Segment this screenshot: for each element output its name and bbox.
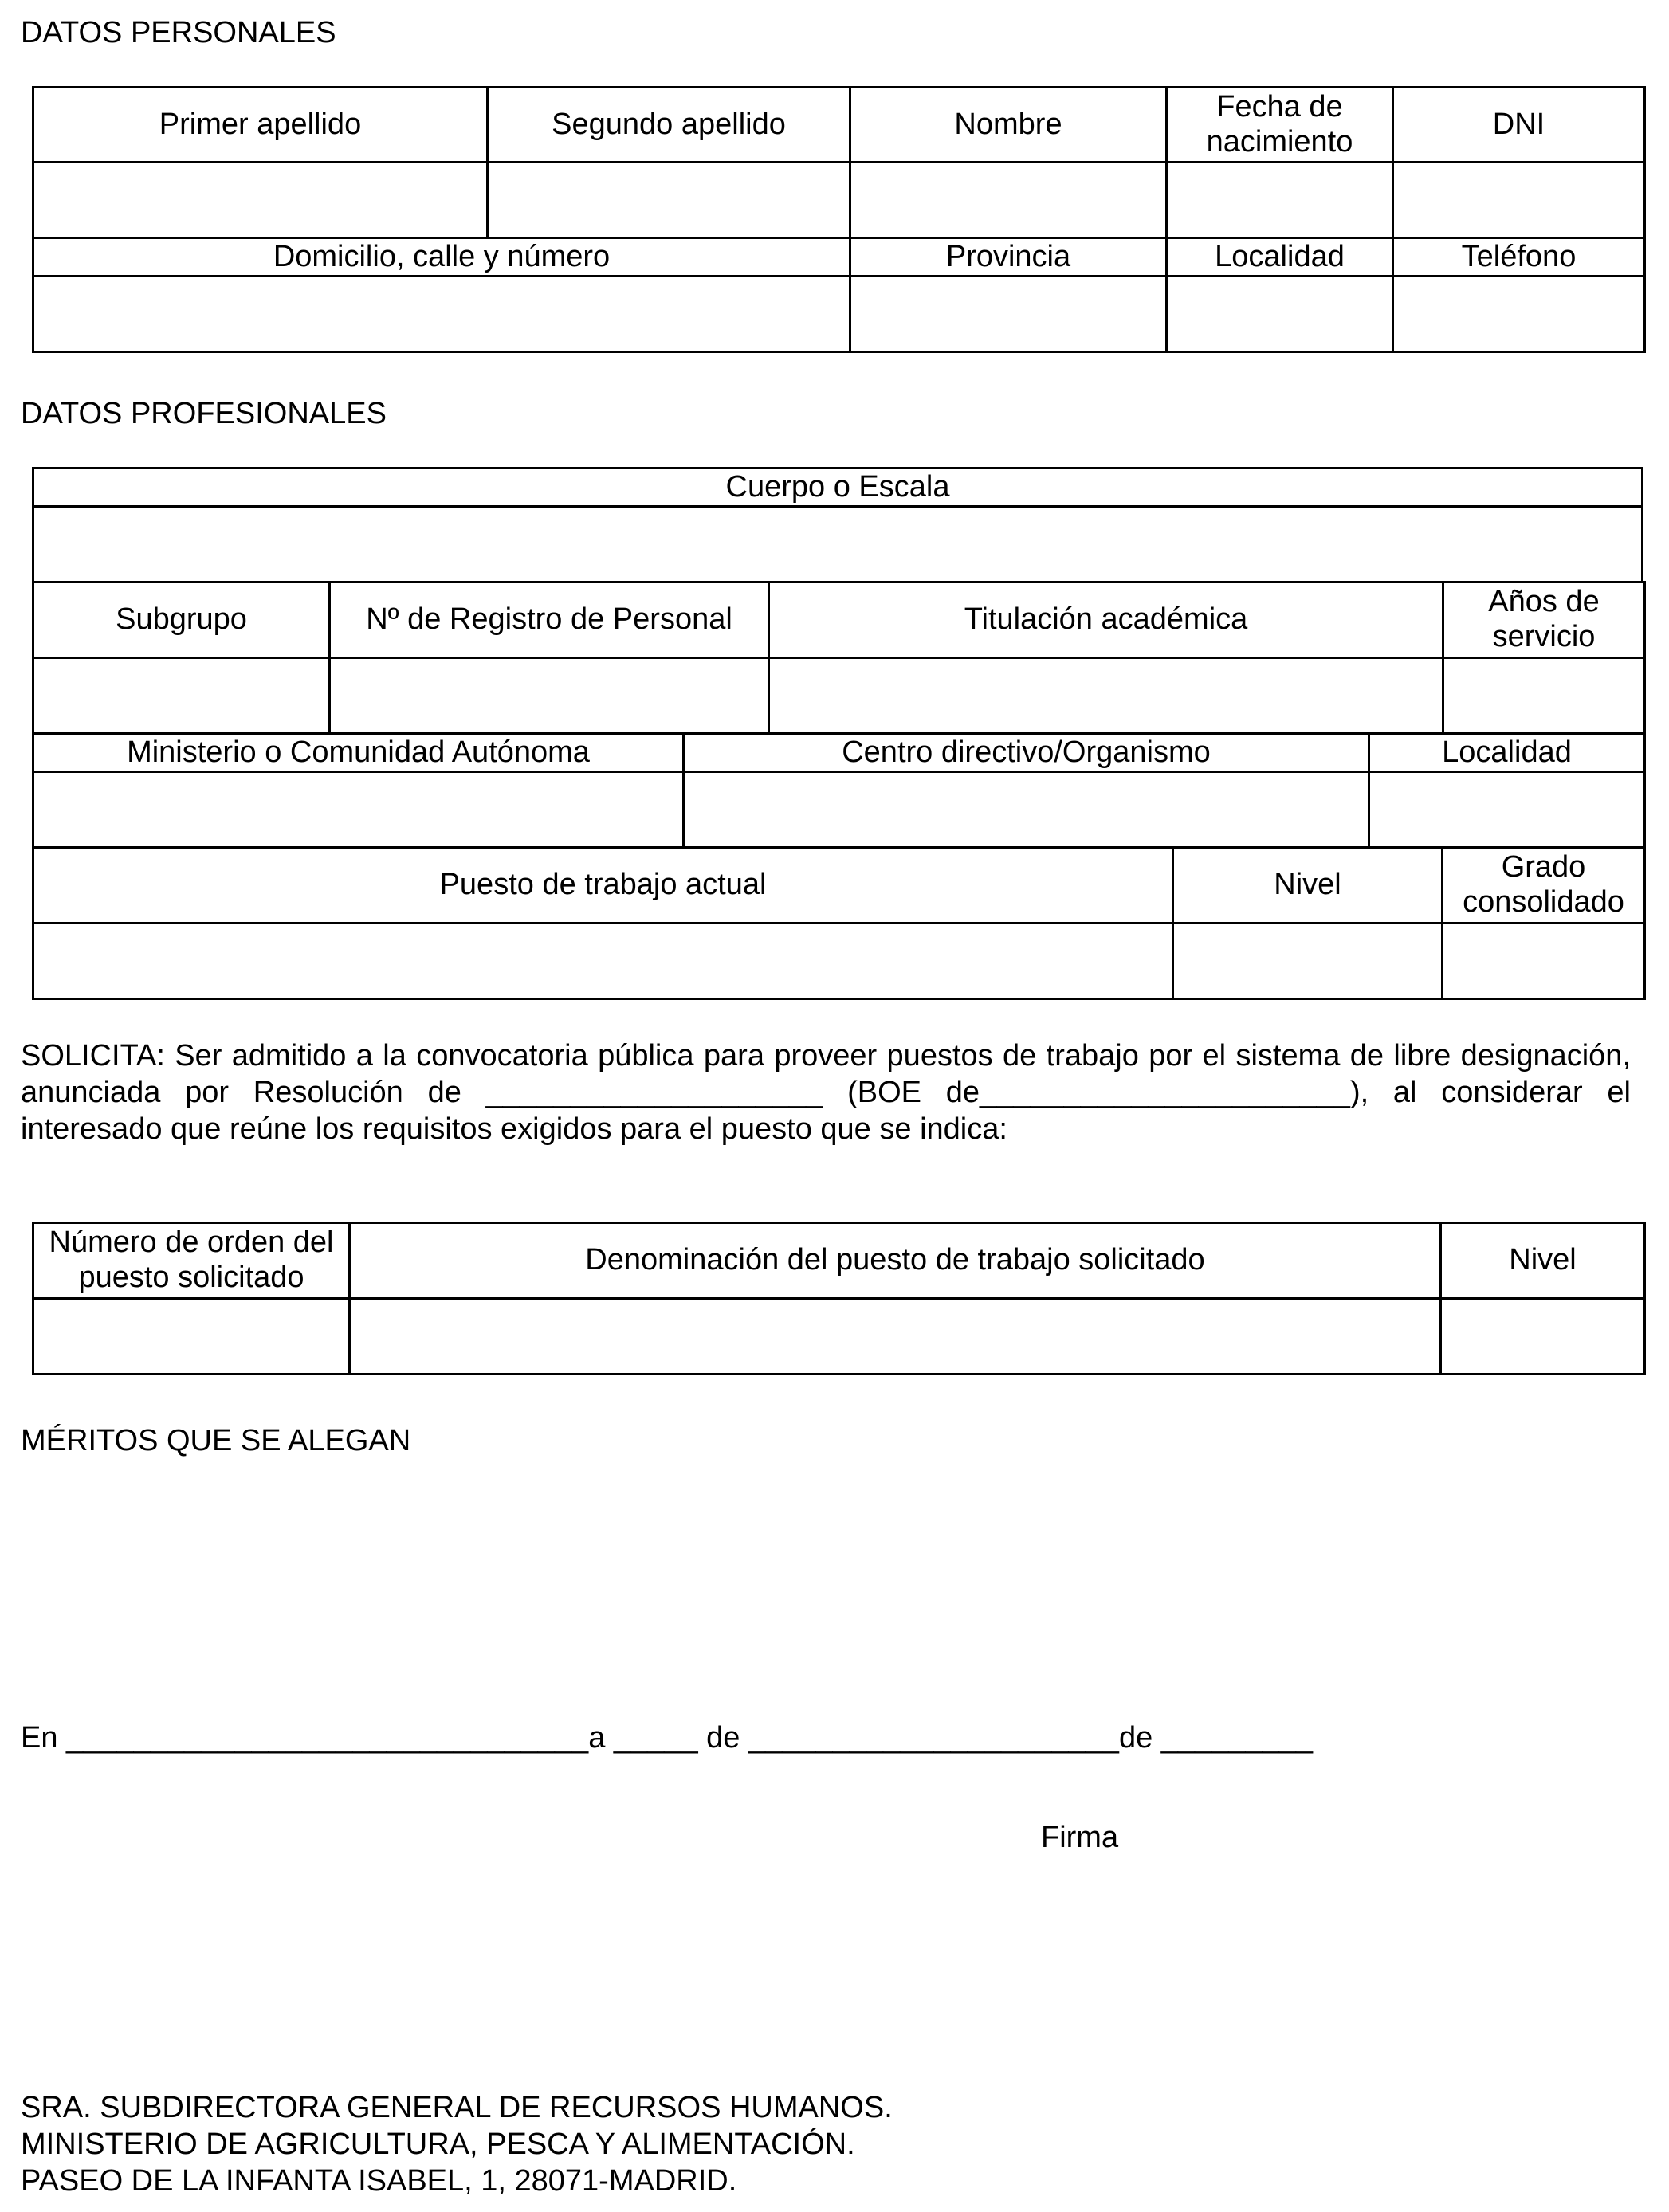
header-denominacion: Denominación del puesto de trabajo solicitado (350, 1223, 1441, 1299)
field-numero-orden[interactable] (33, 1299, 350, 1375)
field-dni[interactable] (1393, 163, 1645, 238)
field-anos-servicio[interactable] (1443, 658, 1645, 734)
field-provincia[interactable] (850, 276, 1167, 352)
header-localidad: Localidad (1167, 238, 1393, 276)
section-heading-personal: DATOS PERSONALES (21, 16, 336, 49)
lugar-blank[interactable]: _______________________________ (66, 1721, 589, 1755)
header-nivel-solicitado: Nivel (1441, 1223, 1645, 1299)
field-domicilio[interactable] (33, 276, 850, 352)
header-centro-directivo: Centro directivo/Organismo (684, 734, 1369, 772)
section-heading-meritos: MÉRITOS QUE SE ALEGAN (21, 1424, 411, 1457)
profesional-puesto-table (32, 846, 1646, 1000)
header-registro-personal: Nº de Registro de Personal (330, 582, 769, 658)
boe-blank[interactable]: ______________________ (980, 1076, 1350, 1109)
field-nivel-solicitado[interactable] (1441, 1299, 1645, 1375)
header-provincia: Provincia (850, 238, 1167, 276)
field-nivel-actual[interactable] (1173, 924, 1443, 999)
header-segundo-apellido: Segundo apellido (488, 88, 850, 163)
field-nombre[interactable] (850, 163, 1167, 238)
solicita-text-2: (BOE de (847, 1076, 980, 1109)
section-heading-profesional: DATOS PROFESIONALES (21, 397, 387, 430)
fecha-de-2: de (1118, 1721, 1153, 1755)
header-nombre: Nombre (850, 88, 1167, 163)
ano-blank[interactable]: _________ (1160, 1721, 1313, 1755)
fecha-a: a (588, 1721, 606, 1755)
field-localidad[interactable] (1167, 276, 1393, 352)
puesto-solicitado-table (32, 1222, 1646, 1375)
header-ministerio: Ministerio o Comunidad Autónoma (33, 734, 684, 772)
field-centro-directivo[interactable] (684, 772, 1369, 848)
header-domicilio: Domicilio, calle y número (33, 238, 850, 276)
resolucion-blank[interactable]: ____________________ (485, 1076, 823, 1109)
mes-blank[interactable]: ______________________ (748, 1721, 1119, 1755)
fecha-de-1: de (706, 1721, 740, 1755)
field-titulacion[interactable] (769, 658, 1443, 734)
address-line-3: PASEO DE LA INFANTA ISABEL, 1, 28071-MADRID. (21, 2164, 737, 2198)
field-telefono[interactable] (1393, 276, 1645, 352)
header-numero-orden: Número de orden del puesto solicitado (33, 1223, 350, 1299)
address-block (21, 2089, 893, 2199)
field-cuerpo-escala[interactable] (33, 507, 1643, 582)
solicita-text-1: SOLICITA: Ser admitido a la convocatoria pública para proveer puestos de trabajo por el sistema de libre designación, anunciada por Resolución de (21, 1039, 1631, 1109)
field-grado-consolidado[interactable] (1443, 924, 1645, 999)
field-denominacion[interactable] (350, 1299, 1441, 1375)
field-segundo-apellido[interactable] (488, 163, 850, 238)
field-localidad-destino[interactable] (1369, 772, 1645, 848)
fecha-en: En (21, 1721, 58, 1755)
solicita-paragraph (21, 1037, 1631, 1147)
field-ministerio[interactable] (33, 772, 684, 848)
address-line-2: MINISTERIO DE AGRICULTURA, PESCA Y ALIMENTACIÓN. (21, 2128, 855, 2161)
firma-label: Firma (1041, 1821, 1119, 1854)
solicita-text-3: ), al considerar el interesado que reúne los requisitos exigidos para el puesto que se indica: (21, 1076, 1632, 1146)
field-puesto-actual[interactable] (33, 924, 1173, 999)
header-fecha-nacimiento: Fecha de nacimiento (1167, 88, 1393, 163)
profesional-subgrupo-table (32, 581, 1646, 735)
header-telefono: Teléfono (1393, 238, 1645, 276)
header-grado-consolidado: Grado consolidado (1443, 848, 1645, 924)
personal-data-table (32, 86, 1646, 353)
header-primer-apellido: Primer apellido (33, 88, 488, 163)
header-cuerpo-escala: Cuerpo o Escala (33, 469, 1643, 507)
header-puesto-actual: Puesto de trabajo actual (33, 848, 1173, 924)
header-dni: DNI (1393, 88, 1645, 163)
profesional-cuerpo-table (32, 467, 1643, 583)
field-fecha-nacimiento[interactable] (1167, 163, 1393, 238)
header-subgrupo: Subgrupo (33, 582, 330, 658)
field-subgrupo[interactable] (33, 658, 330, 734)
header-anos-servicio: Años de servicio (1443, 582, 1645, 658)
address-line-1: SRA. SUBDIRECTORA GENERAL DE RECURSOS HUMANOS. (21, 2091, 893, 2124)
header-titulacion: Titulación académica (769, 582, 1443, 658)
profesional-destino-table (32, 732, 1646, 849)
fecha-line (21, 1723, 1313, 1753)
field-registro-personal[interactable] (330, 658, 769, 734)
header-nivel-actual: Nivel (1173, 848, 1443, 924)
field-primer-apellido[interactable] (33, 163, 488, 238)
header-localidad-destino: Localidad (1369, 734, 1645, 772)
dia-blank[interactable]: _____ (613, 1721, 698, 1755)
